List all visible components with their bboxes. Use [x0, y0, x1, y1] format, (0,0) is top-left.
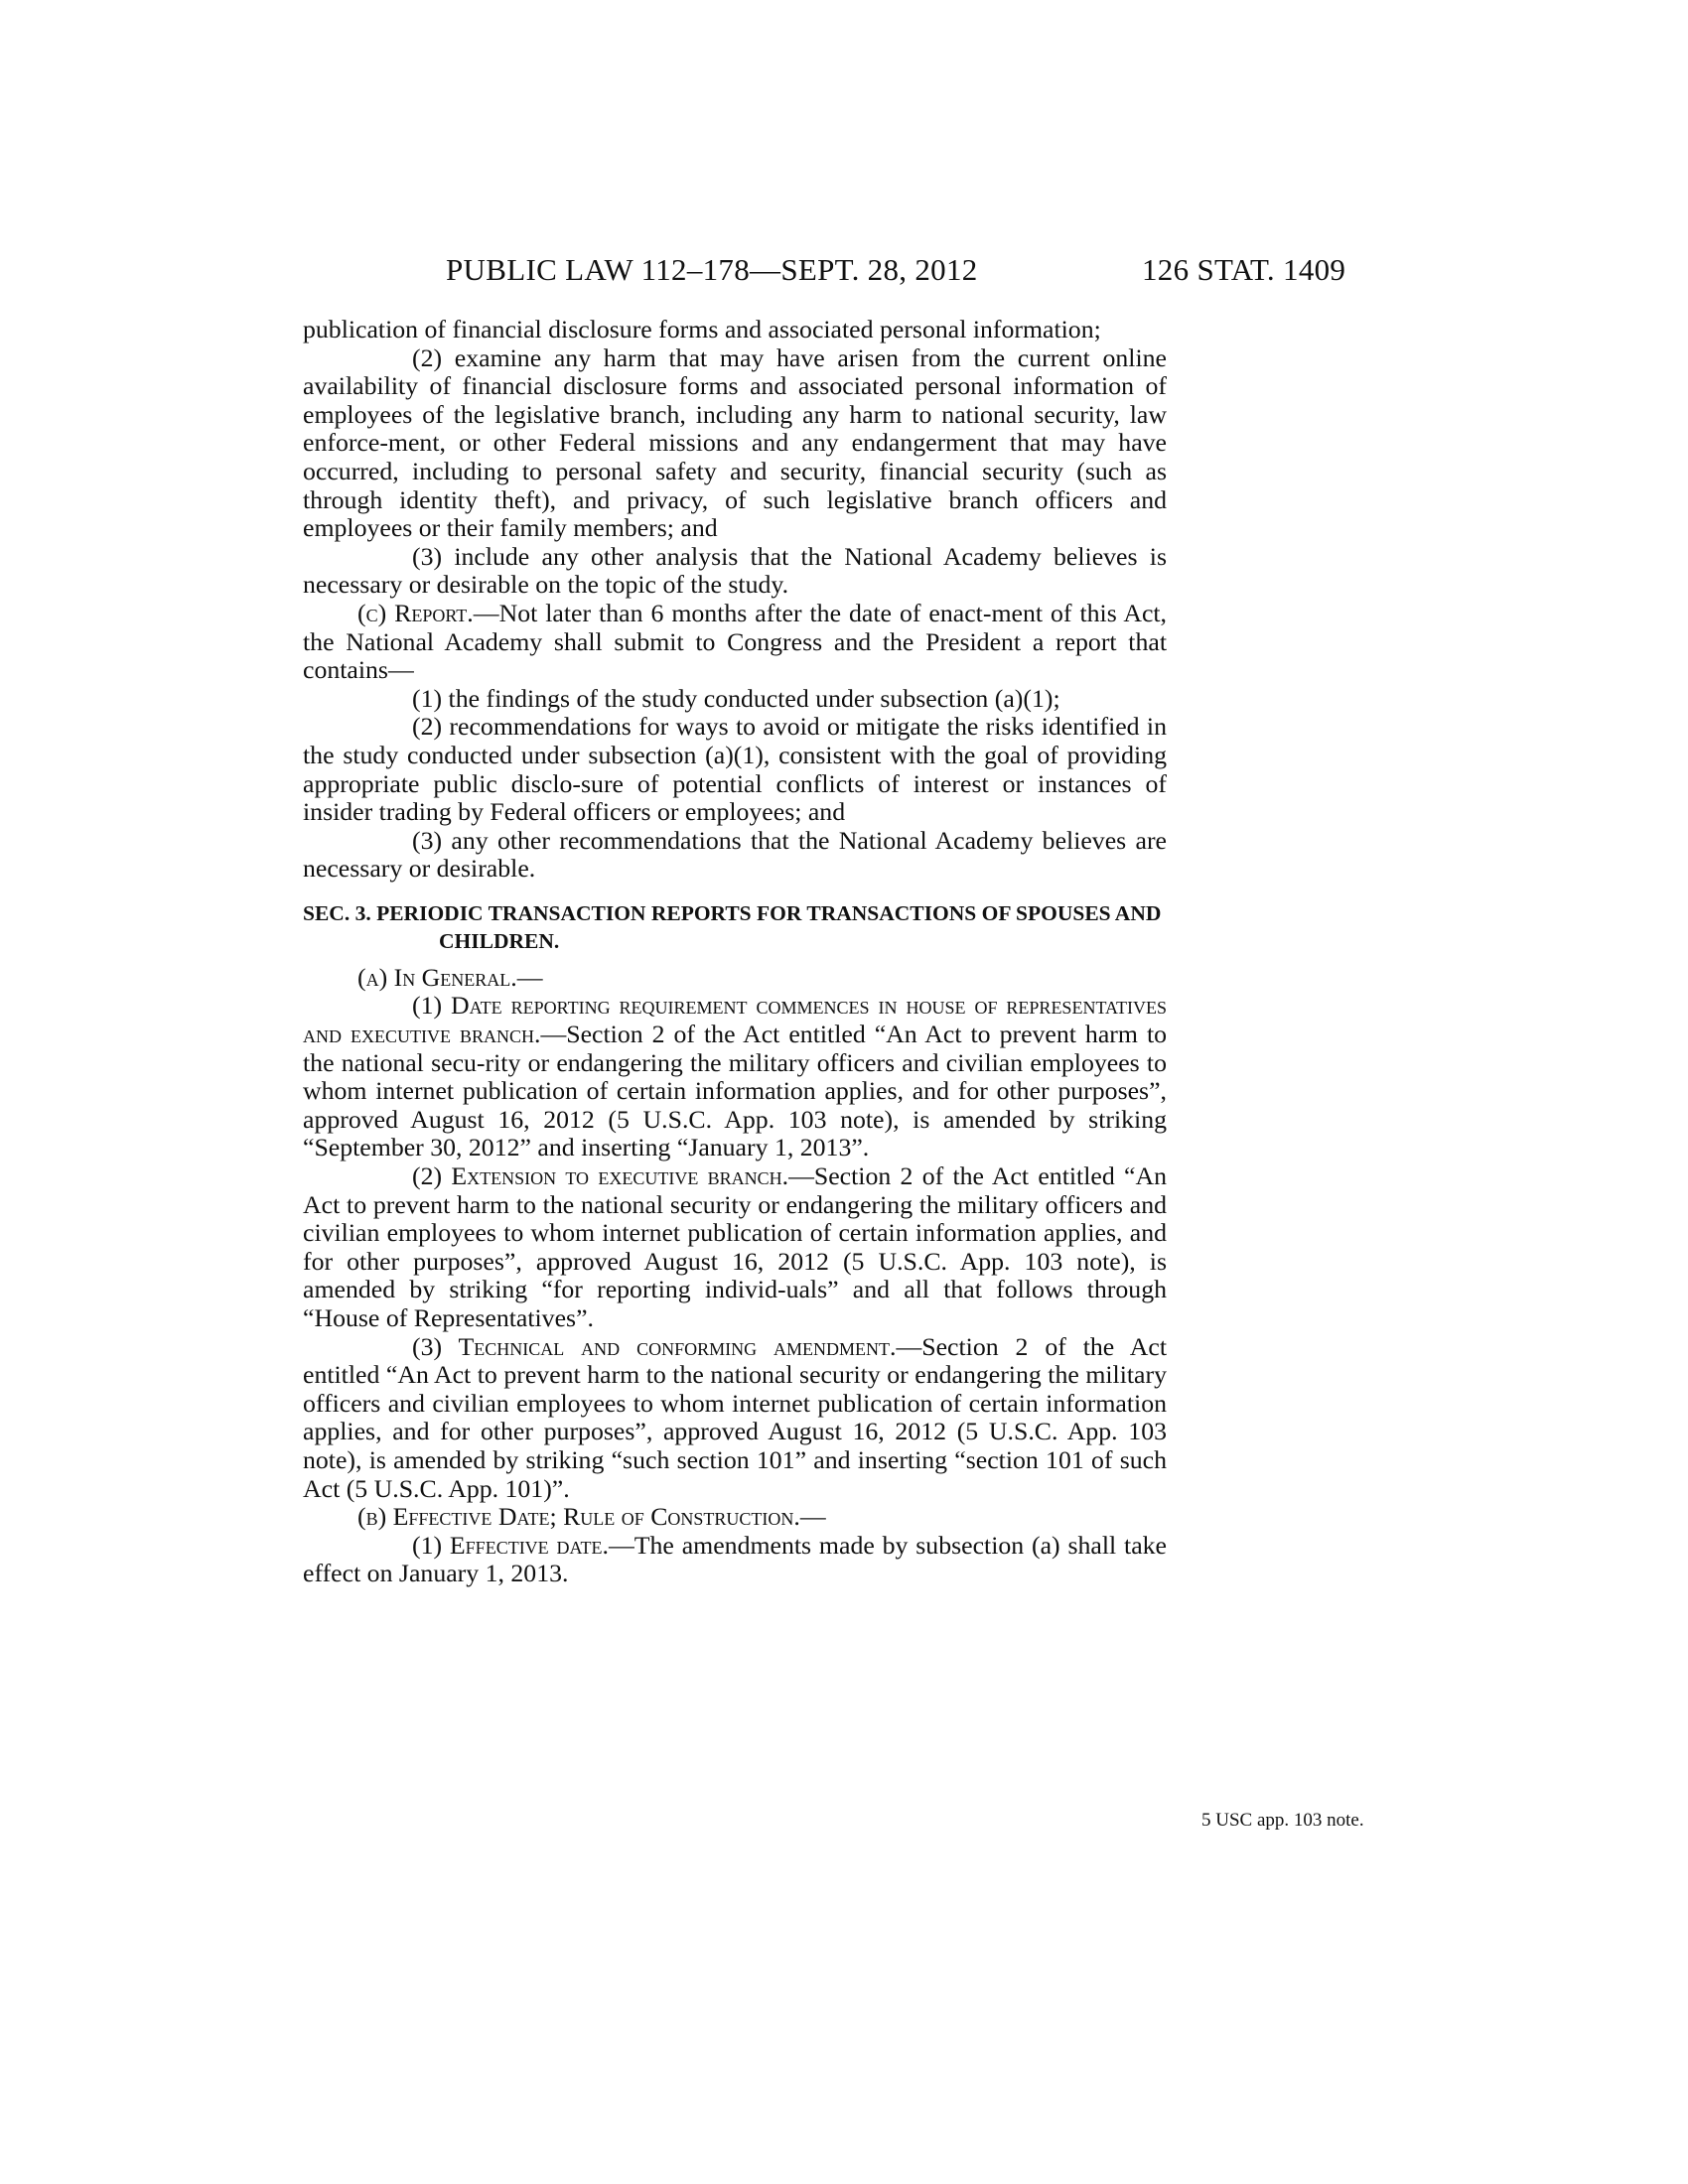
subsection-c-text: —Not later than 6 months after the date of enact-ment of this Act, the National Academy shall submit to Congress and the President a report that contains— — [303, 598, 1168, 685]
margin-note-citation: 5 USC app. 103 note. — [1201, 1810, 1364, 1831]
paragraph-continuation: publication of financial disclosure forms and associated personal information; — [303, 315, 1101, 343]
running-header-law: PUBLIC LAW 112–178—SEPT. 28, 2012 — [446, 252, 978, 287]
paragraph-c1: (1) the findings of the study conducted under subsection (a)(1); — [412, 683, 1060, 713]
paragraph-b1-heading: (1) Effective date. — [412, 1530, 609, 1560]
document-body — [303, 316, 1167, 1588]
paragraph-b1 — [303, 1532, 1167, 1588]
paragraph-b3: (3) include any other analysis that the National Academy believes is necessary or desirable on the topic of the study. — [303, 541, 1167, 600]
subsection-b-heading — [303, 1503, 1167, 1532]
paragraph-a1 — [303, 992, 1167, 1162]
paragraph-a3 — [303, 1333, 1167, 1504]
subsection-a-title: (a) In General.— — [357, 962, 543, 992]
paragraph-c3: (3) any other recommendations that the National Academy believes are necessary or desirable. — [303, 825, 1167, 884]
section-3-heading: SEC. 3. PERIODIC TRANSACTION REPORTS FOR TRANSACTIONS OF SPOUSES AND CHILDREN. — [303, 900, 1162, 953]
paragraph-c2: (2) recommendations for ways to avoid or mitigate the risks identified in the study conducted under subsection (a)(1), consistent with the goal of providing appropriate public disclo-sure of potential conflicts of interest or instances of insider trading by Federal officers or employees; and — [303, 712, 1167, 827]
running-header-stat-page: 126 STAT. 1409 — [1142, 252, 1346, 287]
paragraph-b1-text: —The amendments made by subsection (a) shall take effect on January 1, 2013. — [303, 1530, 1167, 1588]
subsection-b-title: (b) Effective Date; Rule of Construction.— — [357, 1502, 826, 1532]
subsection-c-heading: (c) Report. — [357, 598, 474, 627]
subsection-a-heading — [303, 964, 1167, 993]
paragraph-c — [303, 600, 1167, 685]
paragraph-a2 — [303, 1162, 1167, 1333]
paragraph-a1-text: —Section 2 of the Act entitled “An Act to prevent harm to the national secu-rity or endangering the military officers and civilian employees to whom internet publication of certain information applies, and for other purposes”, approved August 16, 2012 (5 U.S.C. App. 103 note), is amended by striking “September 30, 2012” and inserting “January 1, 2013”. — [303, 1020, 1168, 1162]
paragraph-a3-heading: (3) Technical and conforming amendment. — [412, 1331, 897, 1361]
paragraph-a3-text: —Section 2 of the Act entitled “An Act to prevent harm to the national security or endangering the military officers and civilian employees to whom internet publication of certain information applies, and for other purposes”, approved August 16, 2012 (5 U.S.C. App. 103 note), is amended by striking “such section 101” and inserting “section 101 of such Act (5 U.S.C. App. 101)”. — [303, 1331, 1167, 1503]
paragraph-a1-heading: (1) Date reporting requirement commences in house of representatives and executive branch. — [303, 991, 1167, 1049]
paragraph-a2-text: —Section 2 of the Act entitled “An Act to prevent harm to the national security or endangering the military officers and civilian employees to whom internet publication of certain information applies, and for other purposes”, approved August 16, 2012 (5 U.S.C. App. 103 note), is amended by striking “for reporting individ-uals” and all that follows through “House of Representatives”. — [303, 1161, 1167, 1332]
paragraph-a2-heading: (2) Extension to executive branch. — [412, 1161, 789, 1191]
paragraph-b2: (2) examine any harm that may have arisen from the current online availability of financial disclosure forms and associated personal information of employees of the legislative branch, including any harm to national security, law enforce-ment, or other Federal missions and any endangerment that may have occurred, including to personal safety and security, financial security (such as through identity theft), and privacy, of such legislative branch officers and employees or their family members; and — [303, 342, 1167, 543]
